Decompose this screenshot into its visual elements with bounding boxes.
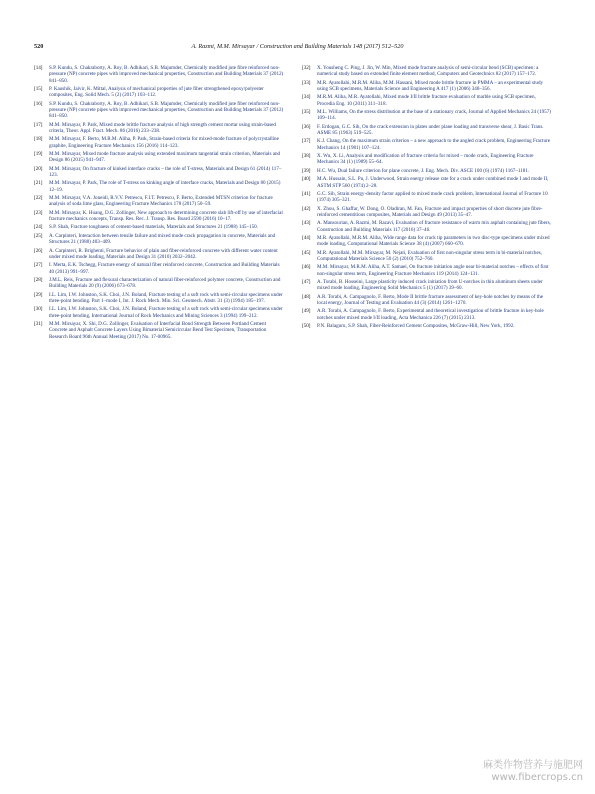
reference-text[interactable]: M.M. Mirsayar, M.R.M. Aliha, A.T. Samaei, On fracture initiation angle near bi-material notches – effects of first non-singular stress term, Engineering Fracture Mechanics 119 (2014) 124–131. <box>317 264 549 277</box>
reference-number: [35] <box>302 109 311 116</box>
reference-number: [44] <box>302 234 311 241</box>
reference-text[interactable]: M.R.M. Aliha, M.R. Ayatollahi, Mixed mode I/II brittle fracture evaluation of marble using SCB specimen, Procedia Eng. 10 (2011) 311–318. <box>317 94 536 107</box>
reference-number: [30] <box>34 306 43 313</box>
reference-item <box>302 124 552 137</box>
reference-number: [42] <box>302 205 311 212</box>
references-right-column <box>302 65 552 331</box>
reference-number: [46] <box>302 264 311 271</box>
reference-text[interactable]: A. Carpinteri, Interaction between tensile failure and mixed mode crack propagation in concrete, Materials and Structures 21 (1988) 403–409. <box>49 232 276 246</box>
reference-item <box>302 206 552 219</box>
reference-item <box>302 109 552 122</box>
reference-text[interactable]: M.R. Ayatollahi, M.R.M. Aliha, Wide range data for crack tip parameters in two disc-type specimens under mixed mode loading, Computational Materials Science 38 (4) (2007) 660–670. <box>317 234 550 248</box>
reference-text[interactable]: P.N. Balaguru, S.P. Shah, Fiber-Reinforced Cement Composites, McGraw-Hill, New York, 1992. <box>317 323 515 330</box>
reference-number: [36] <box>302 123 311 130</box>
reference-number: [26] <box>34 247 43 254</box>
reference-item <box>34 122 284 135</box>
reference-number: [25] <box>34 232 43 239</box>
references-left-column <box>34 65 284 342</box>
site-watermark <box>483 760 583 784</box>
reference-number: [34] <box>302 94 311 101</box>
reference-number: [18] <box>34 136 43 143</box>
reference-text[interactable]: F. Erdogan, G.C. Sih, On the crack extension in plates under plane loading and transverse shear, J. Basic Trans. ASME 85 (1963) 519–525. <box>317 123 544 137</box>
reference-number: [38] <box>302 153 311 160</box>
reference-number: [39] <box>302 167 311 174</box>
reference-item <box>302 264 552 277</box>
reference-text[interactable]: M.M. Mirsayar, K. Huang, D.G. Zollinger, New approach to determining concrete slab lift-off by use of interfacial fracture mechanics concepts, Transp. Res. Rec. J. Transp. Res. Board 2590 (2016) 10–17. <box>49 209 283 223</box>
reference-item <box>34 65 284 84</box>
reference-text[interactable]: I.L. Lim, I.W. Johnston, S.K. Choi, J.N. Boland, Fracture testing of a soft rock with semi-circular specimens under three-point bending, International Journal of Rock Mechanics and Mining Sciences 3 (1994) 199–212. <box>49 306 283 319</box>
reference-text[interactable]: I. Merta, E.K. Tschegg, Fracture energy of natural fiber reinforced concrete, Construction and Building Materials 40 (2013) 991–997. <box>49 262 280 275</box>
reference-number: [41] <box>302 190 311 197</box>
reference-item <box>302 308 552 321</box>
reference-number: [21] <box>34 180 43 187</box>
reference-number: [14] <box>34 65 43 71</box>
running-header <box>34 43 561 55</box>
reference-item <box>302 153 552 166</box>
reference-item <box>34 321 284 340</box>
reference-number: [33] <box>302 79 311 86</box>
reference-item <box>302 138 552 151</box>
reference-text[interactable]: X. Yousheng C. Ping, J. Jin, W. Min, Mixed mode fracture analysis of semi-circular bend (SCB) specimen: a numerical study based on extended finite element method, Computers and Geotechnics 82 (2017) 157–172. <box>317 65 539 78</box>
reference-item <box>34 195 284 208</box>
reference-number: [20] <box>34 165 43 172</box>
watermark-line-1: 麻类作物营养与施肥网 <box>483 760 583 771</box>
reference-item <box>302 94 552 107</box>
reference-text[interactable]: I.L. Lim, I.W. Johnston, S.K. Choi, J.N. Boland, Fracture testing of a soft rock with semi-circular specimens under three-point bending. Part 1–mode I, Int. J. Rock Mech. Min. Sci. Geomech. Abstr. 31 (3) (1994) 185–197. <box>49 291 283 304</box>
reference-item <box>34 292 284 305</box>
reference-text[interactable]: S.P. Kundu, S. Chakraborty, A. Roy, B. Adhikari, S.B. Majumder, Chemically modified jute fibre reinforced non-pressure (NP) concrete pipes with improved mechanical properties, Construction and Building Materials 37 (2012) 841–850. <box>49 65 284 84</box>
reference-number: [48] <box>302 293 311 300</box>
reference-item <box>34 248 284 261</box>
reference-text[interactable]: H.C. Wu, Dual failure criterion for plane concrete, J. Eng. Mech. Div. ASCE 100 (6) (1974) 1167–1181. <box>317 167 530 174</box>
reference-item <box>302 250 552 263</box>
reference-item <box>302 323 552 329</box>
reference-number: [23] <box>34 209 43 216</box>
reference-item <box>34 210 284 223</box>
reference-number: [49] <box>302 308 311 315</box>
reference-item <box>34 277 284 290</box>
reference-text[interactable]: A. Mansourian, A. Razmi, M. Razavi, Evaluation of fracture resistance of warm mix asphalt containing jute fibers, Construction and Building Materials 117 (2016) 37–46. <box>317 220 551 233</box>
reference-text[interactable]: M.M. Mirsayar, Mixed mode fracture analysis using extended maximum tangential strain criterion, Materials and Design 86 (2015) 941–947. <box>49 151 281 164</box>
reference-text[interactable]: S.P. Shah, Fracture toughness of cement-based materials, Materials and Structures 21 (1988) 145–150. <box>49 224 258 231</box>
reference-text[interactable]: M.M. Mirsayar, P. Park, The role of T-stress on kinking angle of interface cracks, Materials and Design 80 (2015) 12–19. <box>49 180 281 193</box>
reference-item <box>34 151 284 164</box>
reference-text[interactable]: P. Kaushik, Jaivir, K. Mittal, Analysis of mechanical properties of jute fiber strengthened epoxy/polyester composites, Eng. Solid Mech. 5 (2) (2017) 103–112. <box>49 85 264 99</box>
reference-number: [31] <box>34 320 43 327</box>
reference-number: [43] <box>302 220 311 227</box>
reference-text[interactable]: M.M. Mirsayar, V.A. Joneidi, R.V.V. Petrescu, F.I.T. Petrescu, F. Berto, Extended MTSN criterion for fracture analysis of soda lime glass, Engineering Fracture Mechanics 178 (2017) 50–59. <box>49 195 273 208</box>
reference-text[interactable]: M.M. Mirsayar, F. Berto, M.R.M. Aliha, P. Park, Strain-based criteria for mixed-mode fracture of polycrystalline graphite, Engineering Fracture Mechanics 156 (2016) 114–123. <box>49 136 279 149</box>
reference-number: [17] <box>34 121 43 128</box>
reference-text[interactable]: M.L. Williams, On the stress distribution at the base of a stationary crack, Journal of Applied Mechanics 24 (1957) 109–114. <box>317 109 551 122</box>
reference-number: [27] <box>34 262 43 269</box>
reference-text[interactable]: X. Wu, X. Li, Analysis and modification of fracture criteria for mixed – mode crack, Engineering Fracture Mechanics 34 (1) (1989) 55–64. <box>317 153 534 166</box>
reference-text[interactable]: A. Torabi, B. Hosseini, Large plasticity induced crack initiation from U-notches in thin aluminum sheets under mixed mode loading, Engineering Solid Mechanics 5 (1) (2017) 39–60. <box>317 279 543 292</box>
reference-item <box>302 80 552 93</box>
reference-item <box>34 262 284 275</box>
reference-item <box>302 220 552 233</box>
reference-number: [29] <box>34 291 43 298</box>
reference-text[interactable]: M.R. Ayatollahi, M.M. Mirsayar, M. Nejati, Evaluation of first non-singular stress term in bi-material notches, Computational Materials Science 50 (2) (2010) 752–760. <box>317 249 542 262</box>
reference-item <box>302 294 552 307</box>
reference-text[interactable]: M.A. Hussain, S.L. Pu, J. Underwood, Strain energy release rate for a crack under combined mode I and mode II, ASTM STP 560 (1974) 2–28. <box>317 176 549 189</box>
reference-number: [16] <box>34 100 43 107</box>
reference-number: [45] <box>302 249 311 256</box>
reference-text[interactable]: M.M. Mirsayar, X. Shi, D.G. Zollinger, Evaluation of Interfacial Bond Strength Between Portland Cement Concrete and Asphalt Concrete Layers Using Bimaterial Semicircular Bend Test Specimen, Transportation Research Board 96th Annual Meeting (2017) No. 17-00965. <box>49 320 267 340</box>
reference-item <box>302 235 552 248</box>
reference-text[interactable]: A. Carpinteri, R. Brighenti, Fracture behavior of plain and fiber-reinforced concrete with different water content under mixed mode loading, Materials and Design 31 (2010) 2032–2042. <box>49 247 278 260</box>
reference-item <box>302 168 552 174</box>
reference-text[interactable]: M.M. Mirsayar, On fracture of kinked interface cracks – the role of T-stress, Materials and Design 61 (2014) 117–123. <box>49 165 282 179</box>
reference-text[interactable]: S.P. Kundu, S. Chakraborty, A. Roy, B. Adhikari, S.B. Majumder, Chemically modified jute fiber reinforced non-pressure (NP) concrete pipes with improved mechanical properties, Construction and Building Materials 37 (2012) 841–850. <box>49 100 284 120</box>
reference-number: [15] <box>34 85 43 92</box>
reference-number: [40] <box>302 176 311 183</box>
reference-item <box>34 166 284 179</box>
reference-text[interactable]: M.M. Mirsayar, P. Park, Mixed mode brittle fracture analysis of high strength cement mortar using strain-based criteria, Theor. Appl. Fract. Mech. 86 (2016) 233–238. <box>49 121 276 134</box>
reference-number: [32] <box>302 65 311 71</box>
reference-item <box>302 65 552 78</box>
reference-number: [22] <box>34 195 43 202</box>
page-number: 520 <box>34 43 44 50</box>
reference-text[interactable]: A.R. Torabi, A. Campagnolo, F. Berto, Experimental and theoretical investigation of brittle fracture in key-hole notches under mixed mode I/II loading, Acta Mechanica 226 (7) (2015) 2313. <box>317 308 544 321</box>
reference-text[interactable]: J.M.L. Reis, Fracture and flexural characterization of natural fiber-reinforced polymer concrete, Construction and Building Materials 20 (9) (2006) 673–678. <box>49 276 281 290</box>
reference-number: [24] <box>34 224 43 231</box>
reference-number: [37] <box>302 138 311 145</box>
reference-item <box>34 86 284 99</box>
reference-number: [19] <box>34 151 43 158</box>
reference-text[interactable]: M.R. Ayatollahi, M.R.M. Aliha, M.M. Hassani, Mixed mode brittle fracture in PMMA – an experimental study using SCB specimens, Materials Science and Engineering A 417 (1) (2006) 348–356. <box>317 79 544 92</box>
reference-text[interactable]: X. Zhou, S. Ghaffar, W. Dong, O. Oladiran, M. Fan, Fracture and impact properties of short discrete jute fibre-reinforced cementitious composites, Materials and Design 49 (2013) 35–47. <box>317 205 543 218</box>
reference-item <box>34 224 284 230</box>
reference-item <box>302 176 552 189</box>
reference-text[interactable]: A.R. Torabi, A. Campagnolo, F. Berto, Mode II brittle fracture assessment of key-hole notches by means of the local energy, Journal of Testing and Evaluation 44 (3) (2014) 1261–1270. <box>317 293 544 306</box>
reference-item <box>34 136 284 149</box>
watermark-line-2: www.fibercrops.cn <box>491 772 583 783</box>
reference-text[interactable]: G.C. Sih, Strain energy-density factor applied to mixed mode crack problem, International Journal of Fracture 10 (1974) 305–321. <box>317 190 548 204</box>
reference-number: [47] <box>302 279 311 286</box>
reference-number: [28] <box>34 276 43 283</box>
reference-number: [50] <box>302 323 311 330</box>
reference-item <box>34 306 284 319</box>
running-title: A. Razmi, M.M. Mirsayar / Construction and Building Materials 148 (2017) 512–520 <box>191 43 404 50</box>
reference-item <box>34 233 284 246</box>
reference-item <box>302 279 552 292</box>
reference-item <box>302 191 552 204</box>
reference-item <box>34 180 284 193</box>
reference-item <box>34 101 284 120</box>
reference-text[interactable]: K.J. Chang, On the maximum strain criterion – a new approach to the angled crack problem, Engineering Fracture Mechanics 14 (1981) 107–124. <box>317 138 550 151</box>
